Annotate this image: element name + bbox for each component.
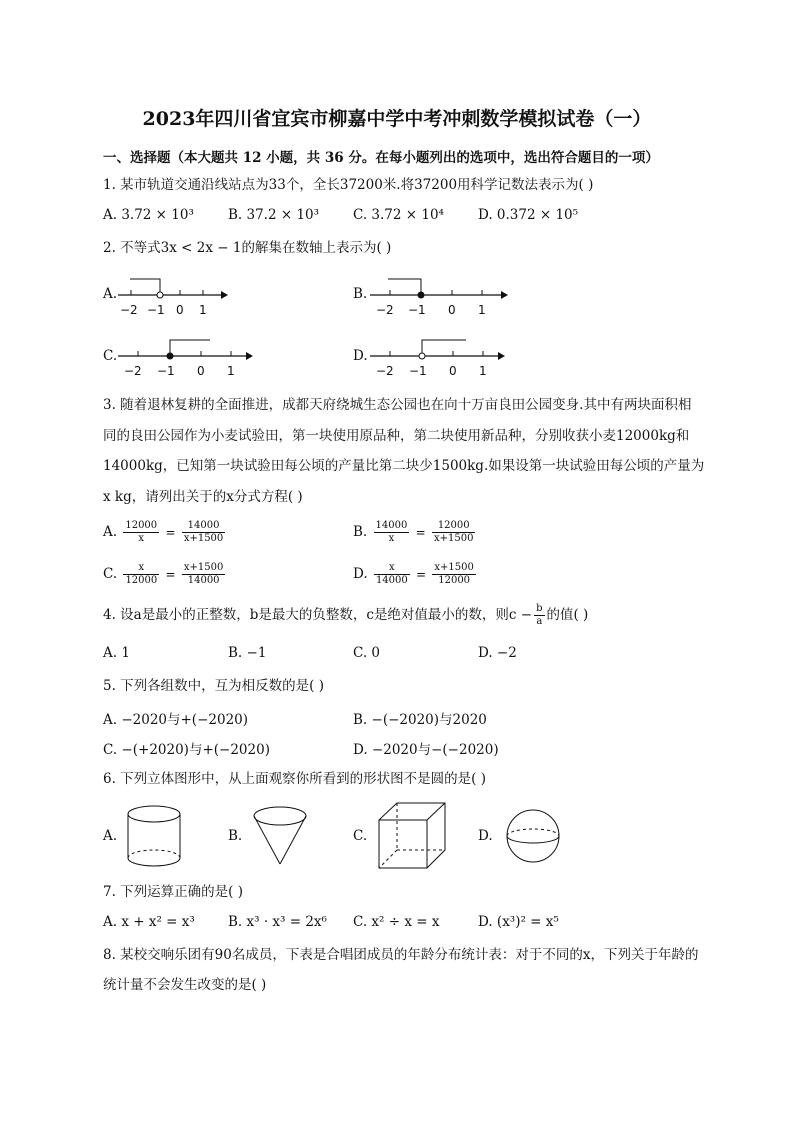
cube-figure: [375, 800, 451, 874]
tick-label: −2: [376, 303, 394, 317]
q2-option-a-label: A.: [103, 286, 118, 302]
question-4-stem: 4. 设a是最小的正整数，b是最大的负整数，c是绝对值最小的数，则c − $\frac{b}{a}$ 的值( ): [103, 603, 589, 627]
q5-option-a: A. −2020与+(−2020): [103, 712, 249, 728]
tick-label: −1: [409, 364, 427, 378]
q3-option-a: A. $\frac{12000}{x}$ = $\frac{14000}{x+1500}$: [103, 520, 224, 544]
tick-label: 1: [227, 364, 235, 378]
tick-label: 0: [449, 364, 457, 378]
q2-option-c-label: C.: [103, 348, 118, 364]
question-3-line-1: 3. 随着退林复耕的全面推进，成都天府绕城生态公园也在向十万亩良田公园变身.其中有两块面积相: [103, 397, 692, 413]
cylinder-figure: [124, 802, 186, 872]
tick-label: 0: [448, 303, 456, 317]
q1-option-b: B. 37.2 × 10³: [228, 207, 320, 223]
q1-option-c: C. 3.72 × 10⁴: [353, 207, 444, 223]
q5-option-d: D. −2020与−(−2020): [353, 742, 499, 758]
q7-option-d: D. (x³)² = x⁵: [478, 914, 559, 930]
q6-option-a-label: A.: [103, 828, 118, 844]
question-3-line-2: 同的良田公园作为小麦试验田，第一块使用原品种，第二块使用新品种，分别收获小麦12000kg和: [103, 428, 690, 444]
q4-option-a: A. 1: [103, 645, 130, 661]
tick-label: 0: [197, 364, 205, 378]
q2-number-line-b: [370, 272, 510, 320]
q2-option-d-label: D.: [353, 348, 368, 364]
q4-option-d: D. −2: [478, 645, 517, 661]
question-8-line-1: 8. 某校交响乐团有90名成员，下表是合唱团成员的年龄分布统计表：对于不同的x，下列关于年龄的: [103, 947, 699, 963]
tick-label: 1: [478, 303, 486, 317]
question-7-stem: 7. 下列运算正确的是( ): [103, 884, 243, 900]
tick-label: 0: [176, 303, 184, 317]
q3-option-d: D. $\frac{x}{14000}$ = $\frac{x+1500}{12000}$: [353, 562, 474, 586]
q1-option-a: A. 3.72 × 10³: [103, 207, 194, 223]
tick-label: −1: [408, 303, 426, 317]
page-title: 2023年四川省宜宾市柳嘉中学中考冲刺数学模拟试卷（一）: [142, 108, 652, 130]
q2-option-b-label: B.: [353, 286, 368, 302]
q6-option-d-label: D.: [478, 828, 493, 844]
q2-number-line-c: [118, 333, 258, 381]
q1-option-d: D. 0.372 × 10⁵: [478, 207, 579, 223]
tick-label: −2: [376, 364, 394, 378]
q2-number-line-a: [118, 272, 228, 320]
tick-label: −1: [157, 364, 175, 378]
q5-option-c: C. −(+2020)与+(−2020): [103, 742, 270, 758]
question-2-stem: 2. 不等式3x < 2x − 1的解集在数轴上表示为( ): [103, 240, 392, 256]
tick-label: 1: [199, 303, 207, 317]
tick-label: −2: [120, 303, 138, 317]
section-heading: 一、选择题（本大题共 12 小题，共 36 分。在每小题列出的选项中，选出符合题目的一项）: [103, 150, 659, 166]
tick-label: −1: [147, 303, 165, 317]
q7-option-b: B. x³ · x³ = 2x⁶: [228, 914, 327, 930]
q4-option-b: B. −1: [228, 645, 267, 661]
question-5-stem: 5. 下列各组数中，互为相反数的是( ): [103, 678, 324, 694]
tick-label: 1: [479, 364, 487, 378]
question-6-stem: 6. 下列立体图形中，从上面观察你所看到的形状图不是圆的是( ): [103, 771, 486, 787]
tick-label: −2: [124, 364, 142, 378]
q6-option-b-label: B.: [228, 828, 243, 844]
q5-option-b: B. −(−2020)与2020: [353, 712, 487, 728]
cone-figure: [250, 802, 312, 870]
sphere-figure: [503, 806, 563, 866]
question-3-line-3: 14000kg，已知第一块试验田每公顷的产量比第二块少1500kg.如果设第一块试验田每公顷的产量为: [103, 458, 705, 474]
q6-option-c-label: C.: [353, 828, 368, 844]
question-8-line-2: 统计量不会发生改变的是( ): [103, 977, 267, 993]
q7-option-a: A. x + x² = x³: [103, 914, 195, 930]
q2-number-line-d: [370, 333, 510, 381]
q4-option-c: C. 0: [353, 645, 381, 661]
q3-option-c: C. $\frac{x}{12000}$ = $\frac{x+1500}{14000}$: [103, 562, 224, 586]
question-1-stem: 1. 某市轨道交通沿线站点为33个，全长37200米.将37200用科学记数法表示为( ): [103, 177, 594, 193]
question-3-line-4: x kg，请列出关于的x分式方程( ): [103, 489, 303, 505]
q7-option-c: C. x² ÷ x = x: [353, 914, 440, 930]
q3-option-b: B. $\frac{14000}{x}$ = $\frac{12000}{x+1500}$: [353, 520, 474, 544]
